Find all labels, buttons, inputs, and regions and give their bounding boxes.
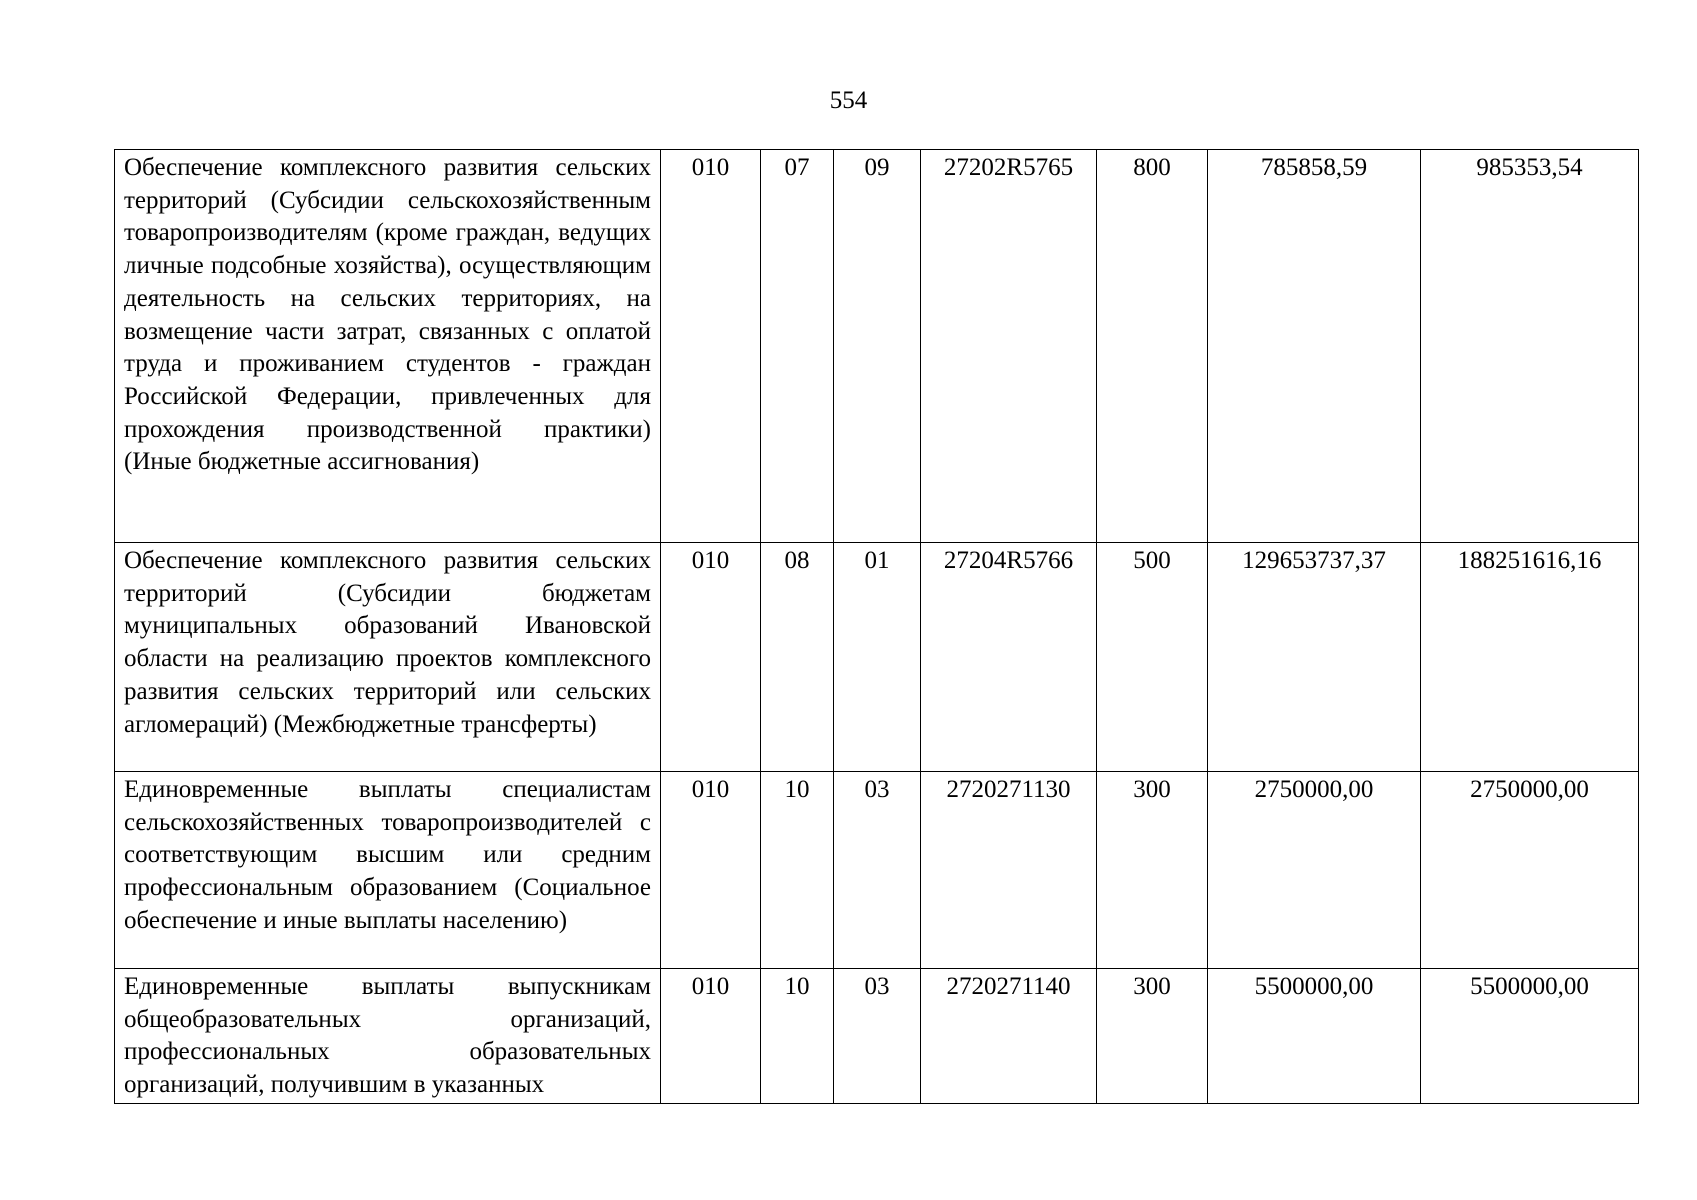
section-code-cell: 10 [761,969,834,1104]
table-row [115,969,1639,1104]
description-cell: Обеспечение комплексного развития сельских территорий (Субсидии бюджетам муниципальных образований Ивановской области на реализацию проектов комплексного развития сельских территорий или сельских агломераций) (Межбюджетные трансферты) [115,543,661,772]
subsection-code-cell: 09 [834,150,921,543]
description-cell: Единовременные выплаты специалистам сельскохозяйственных товаропроизводителей с соответствующим высшим или средним профессиональным образованием (Социальное обеспечение и иные выплаты населению) [115,772,661,969]
expense-type-cell: 500 [1097,543,1208,772]
subsection-code-cell: 01 [834,543,921,772]
amount-year-1-cell: 785858,59 [1208,150,1421,543]
ministry-code-cell: 010 [661,150,761,543]
subsection-code-cell: 03 [834,772,921,969]
subsection-code-cell: 03 [834,969,921,1104]
expense-type-cell: 800 [1097,150,1208,543]
ministry-code-cell: 010 [661,969,761,1104]
budget-table [114,149,1639,1104]
amount-year-2-cell: 5500000,00 [1421,969,1639,1104]
target-article-cell: 2720271130 [921,772,1097,969]
table-row [115,772,1639,969]
target-article-cell: 2720271140 [921,969,1097,1104]
section-code-cell: 10 [761,772,834,969]
table-row [115,150,1639,543]
target-article-cell: 27202R5765 [921,150,1097,543]
target-article-cell: 27204R5766 [921,543,1097,772]
amount-year-2-cell: 2750000,00 [1421,772,1639,969]
page-number: 554 [829,87,868,114]
expense-type-cell: 300 [1097,772,1208,969]
description-cell: Обеспечение комплексного развития сельских территорий (Субсидии сельскохозяйственным товаропроизводителям (кроме граждан, ведущих личные подсобные хозяйства), осуществляющим деятельность на сельских территориях, на возмещение части затрат, связанных с оплатой труда и проживанием студентов - граждан Российской Федерации, привлеченных для прохождения производственной практики) (Иные бюджетные ассигнования) [115,150,661,543]
section-code-cell: 07 [761,150,834,543]
description-cell: Единовременные выплаты выпускникам общеобразовательных организаций, профессиональных образовательных организаций, получившим в указанных [115,969,661,1104]
expense-type-cell: 300 [1097,969,1208,1104]
table-row [115,543,1639,772]
amount-year-1-cell: 5500000,00 [1208,969,1421,1104]
section-code-cell: 08 [761,543,834,772]
ministry-code-cell: 010 [661,543,761,772]
amount-year-2-cell: 188251616,16 [1421,543,1639,772]
ministry-code-cell: 010 [661,772,761,969]
amount-year-2-cell: 985353,54 [1421,150,1639,543]
amount-year-1-cell: 2750000,00 [1208,772,1421,969]
amount-year-1-cell: 129653737,37 [1208,543,1421,772]
